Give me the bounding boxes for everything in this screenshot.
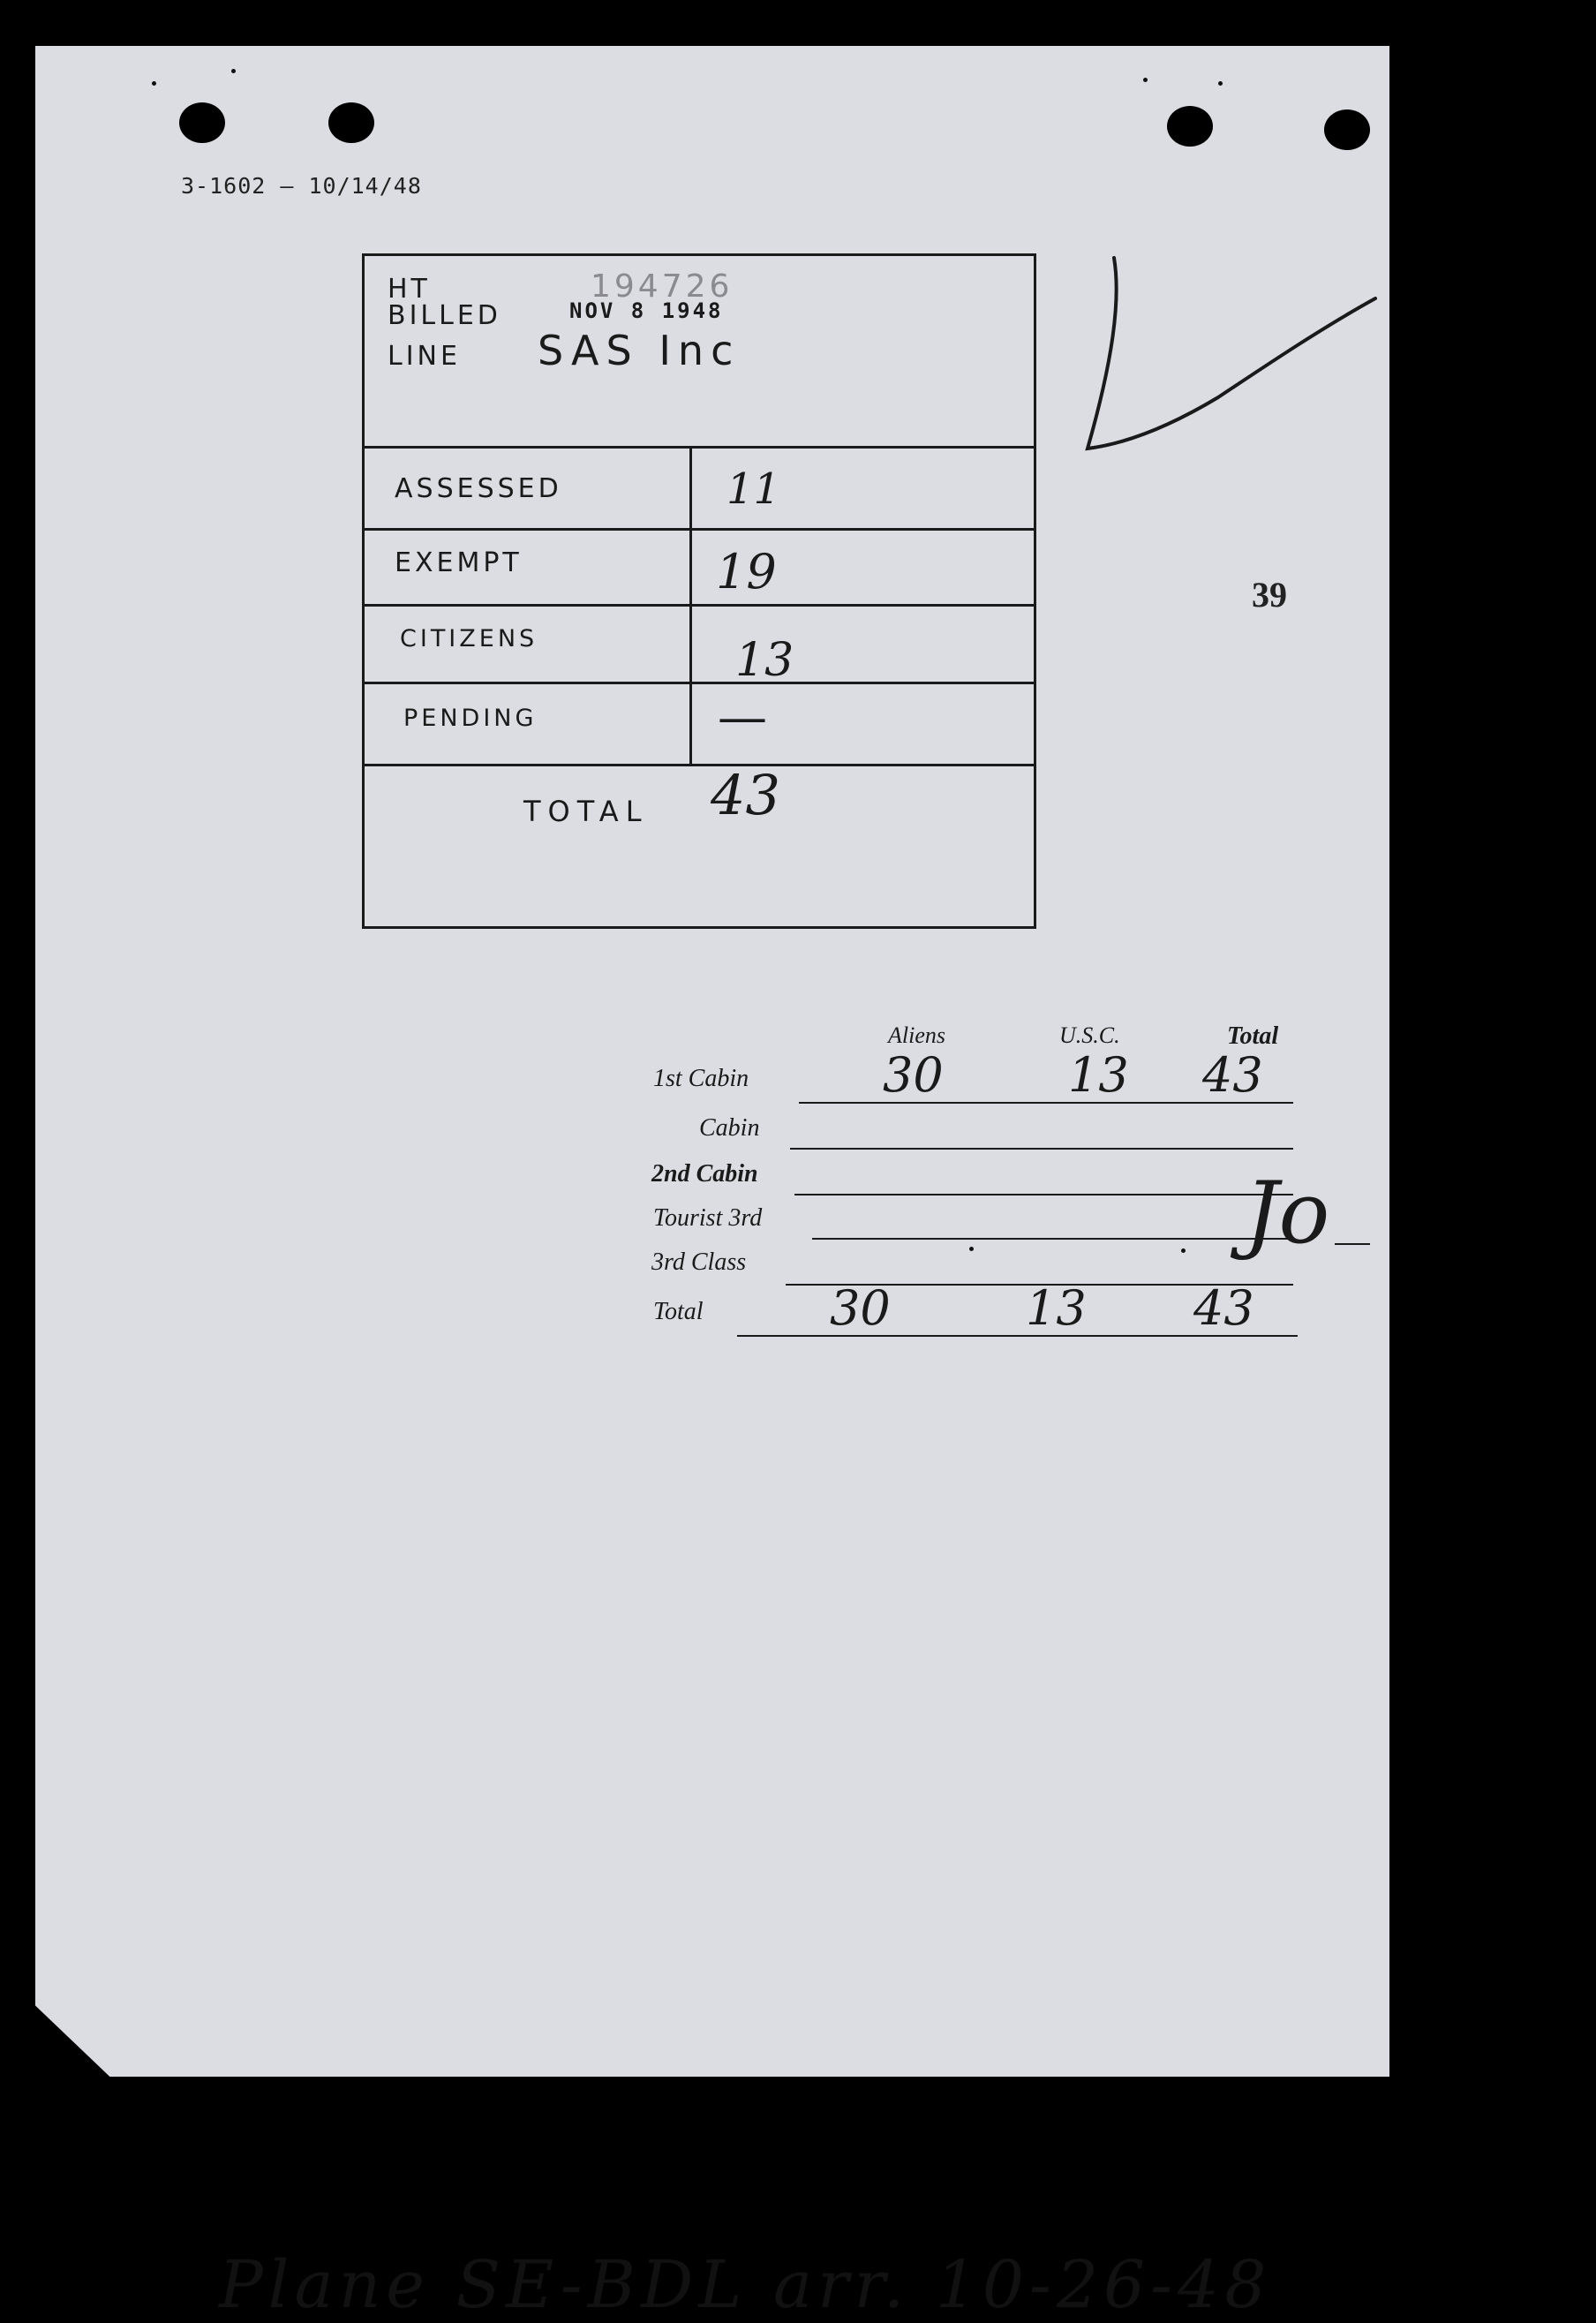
row-value-pending: — xyxy=(718,689,767,746)
punch-hole xyxy=(1167,106,1213,147)
head-tax-stamp-box xyxy=(362,253,1036,929)
value-1st-cabin-usc: 13 xyxy=(1068,1047,1129,1103)
value-1st-cabin-aliens: 30 xyxy=(883,1047,944,1103)
punch-hole xyxy=(328,102,374,143)
class-label-1st-cabin: 1st Cabin xyxy=(653,1065,749,1092)
class-label-2nd-cabin: 2nd Cabin xyxy=(651,1160,758,1188)
ht-label: HT xyxy=(388,274,431,305)
row-value-exempt: 19 xyxy=(716,544,777,600)
handwritten-flight-note: Plane SE-BDL arr. 10-26-48 xyxy=(219,2247,1272,2323)
ht-number: 194726 xyxy=(591,268,734,305)
row-label-citizens: CITIZENS xyxy=(400,625,538,652)
check-mark-icon xyxy=(1077,247,1377,459)
total-value: 43 xyxy=(711,763,780,827)
class-label-total: Total xyxy=(653,1298,704,1325)
entry-line xyxy=(794,1194,1293,1195)
entry-line xyxy=(812,1238,1293,1240)
divider xyxy=(365,446,1034,449)
column-header-total: Total xyxy=(1227,1022,1279,1050)
row-value-assessed: 11 xyxy=(726,464,781,514)
value-total-aliens: 30 xyxy=(830,1280,891,1336)
billed-date-stamp: NOV 8 1948 xyxy=(569,298,724,323)
speck xyxy=(1218,81,1223,86)
divider xyxy=(365,528,1034,531)
page-number: 39 xyxy=(1252,575,1287,615)
speck xyxy=(152,81,156,86)
value-total-total: 43 xyxy=(1193,1280,1254,1336)
initials-dash xyxy=(1335,1243,1370,1245)
class-label-cabin: Cabin xyxy=(699,1114,760,1142)
row-label-pending: PENDING xyxy=(403,705,538,732)
row-label-exempt: EXEMPT xyxy=(395,547,523,578)
speck xyxy=(1143,78,1148,82)
divider xyxy=(365,764,1034,766)
class-label-3rd-class: 3rd Class xyxy=(651,1248,747,1276)
column-divider xyxy=(689,446,692,764)
line-value: SAS Inc xyxy=(538,327,741,374)
divider xyxy=(365,604,1034,607)
class-label-tourist-3rd: Tourist 3rd xyxy=(653,1204,763,1232)
speck xyxy=(1181,1248,1186,1253)
punch-hole xyxy=(1324,109,1370,150)
billed-label: BILLED xyxy=(388,300,501,331)
total-label: TOTAL xyxy=(523,795,649,828)
divider xyxy=(365,682,1034,684)
column-header-aliens: Aliens xyxy=(888,1022,945,1048)
line-label: LINE xyxy=(388,341,461,372)
entry-line xyxy=(790,1148,1293,1150)
file-reference: 3-1602 — 10/14/48 xyxy=(181,173,422,199)
speck xyxy=(231,69,236,73)
row-label-assessed: ASSESSED xyxy=(395,473,562,504)
initials-signature: Jo xyxy=(1245,1164,1330,1263)
speck xyxy=(969,1247,974,1251)
value-total-usc: 13 xyxy=(1026,1280,1087,1336)
punch-hole xyxy=(179,102,225,143)
value-1st-cabin-total: 43 xyxy=(1202,1047,1263,1103)
row-value-citizens: 13 xyxy=(735,634,794,687)
column-header-usc: U.S.C. xyxy=(1059,1022,1120,1048)
